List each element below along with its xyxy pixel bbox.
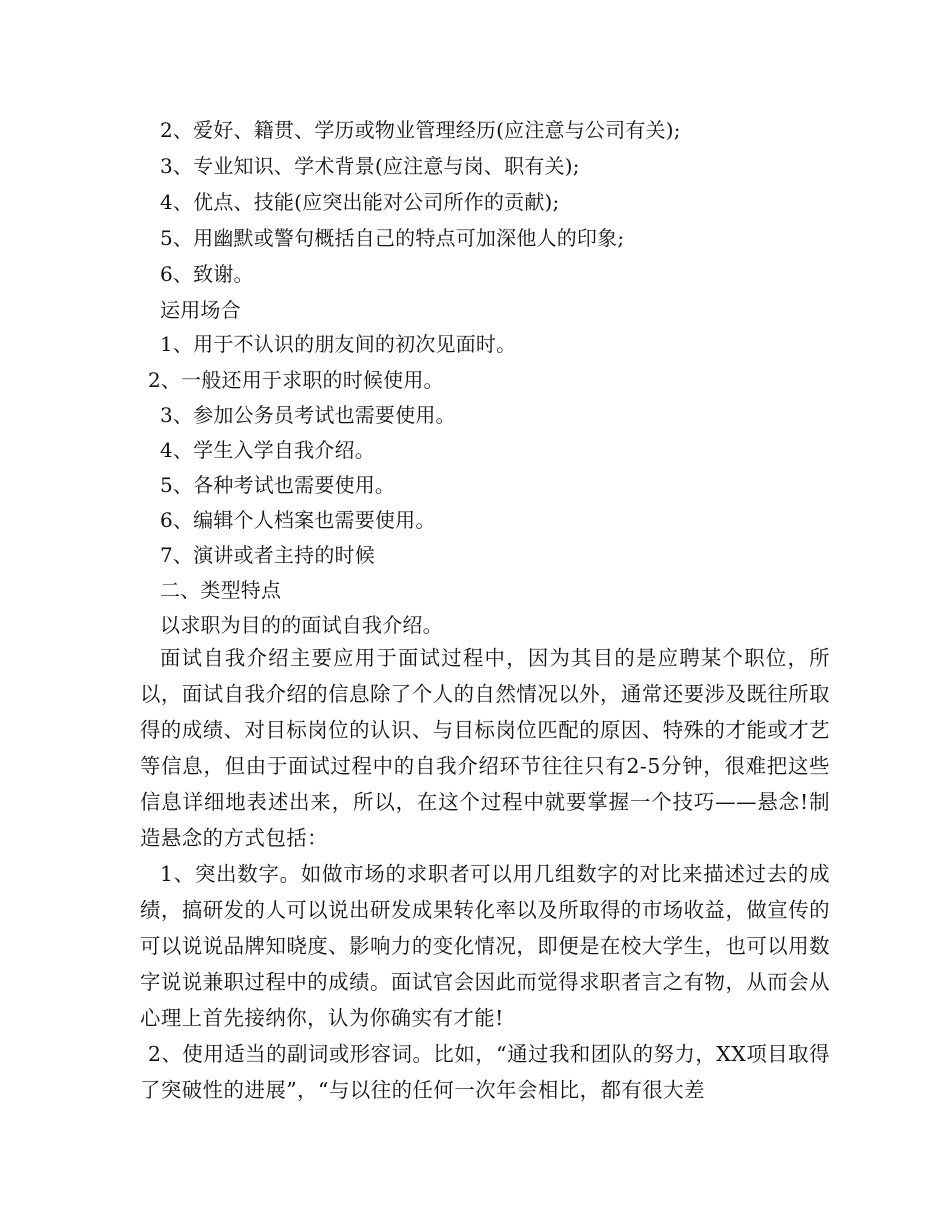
usage-item: 5、各种考试也需要使用。 <box>160 473 396 497</box>
paragraph-interview: 面试自我介绍主要应用于面试过程中，因为其目的是应聘某个职位，所以，面试自我介绍的信息除了个人的自然情况以外，通常还要涉及既往所取得的成绩、对目标岗位的认识、与目标岗位匹配的原因、特殊的才能或才艺等信息，但由于面试过程中的自我介绍环节往往只有2-5分钟，很难把这些信息详细地表述出来，所以，在这个过程中就要掌握一个技巧——悬念!制造悬念的方式包括： <box>140 646 830 850</box>
usage-item: 2、一般还用于求职的时候使用。 <box>148 368 444 392</box>
list-item: 3、专业知识、学术背景(应注意与岗、职有关); <box>160 154 580 178</box>
section-heading-types: 二、类型特点 <box>160 578 282 602</box>
usage-item: 6、编辑个人档案也需要使用。 <box>160 508 436 532</box>
usage-item: 3、参加公务员考试也需要使用。 <box>160 403 456 427</box>
subheading-interview: 以求职为目的的面试自我介绍。 <box>160 613 443 637</box>
section-heading-usage: 运用场合 <box>160 298 241 322</box>
list-item: 6、致谢。 <box>160 262 254 286</box>
list-item: 2、爱好、籍贯、学历或物业管理经历(应注意与公司有关); <box>160 118 681 142</box>
usage-item: 4、学生入学自我介绍。 <box>160 438 375 462</box>
list-item: 4、优点、技能(应突出能对公司所作的贡献); <box>160 190 560 214</box>
usage-item: 1、用于不认识的朋友间的初次见面时。 <box>160 332 517 356</box>
list-item: 5、用幽默或警句概括自己的特点可加深他人的印象; <box>160 226 625 250</box>
paragraph-numbers: 1、突出数字。如做市场的求职者可以用几组数字的对比来描述过去的成绩，搞研发的人可以说出研发成果转化率以及所取得的市场收益，做宣传的可以说说品牌知晓度、影响力的变化情况，即便是在校大学生，也可以用数字说说兼职过程中的成绩。面试官会因此而觉得求职者言之有物，从而会从心理上首先接纳你，认为你确实有才能! <box>140 862 830 1030</box>
usage-item: 7、演讲或者主持的时候 <box>160 543 375 567</box>
paragraph-adjectives: 2、使用适当的副词或形容词。比如，“通过我和团队的努力，XX项目取得了突破性的进展”，“与以往的任何一次年会相比，都有很大差 <box>140 1042 830 1102</box>
